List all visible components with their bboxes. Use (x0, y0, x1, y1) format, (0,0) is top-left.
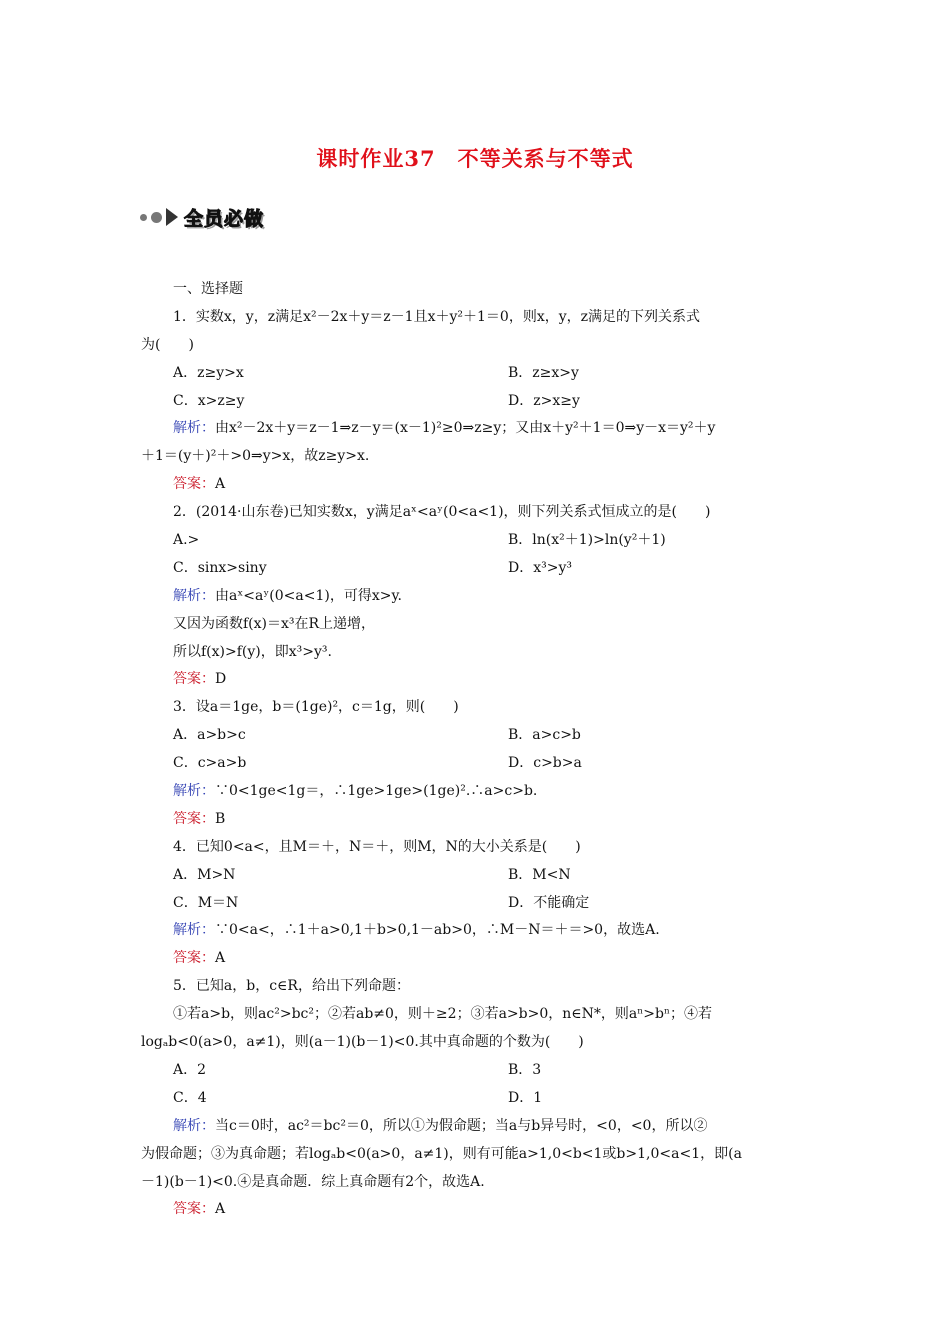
question-1-options-cd (141, 388, 813, 416)
option-b: B．ln(x²＋1)>ln(y²＋1) (508, 532, 666, 549)
question-2-solution-cont-1: 又因为函数f(x)＝x³在R上递增， (173, 615, 376, 632)
option-a: A．z≥y>x (173, 364, 244, 381)
question-2-options-ab (141, 527, 813, 555)
arrow-icon (166, 208, 178, 226)
question-5-options-cd (141, 1085, 813, 1113)
option-d: D．1 (508, 1089, 543, 1106)
answer-label: 答案： (173, 810, 215, 827)
question-2-stem: 2．(2014·山东卷)已知实数x，y满足aˣ<aʸ(0<a<1)，则下列关系式恒成立的是( ) (173, 504, 711, 521)
option-b: B．a>c>b (508, 727, 581, 744)
question-2-solution (141, 583, 813, 611)
option-a: A．M>N (173, 866, 236, 883)
section-banner (140, 204, 264, 230)
question-4-solution (141, 917, 813, 945)
option-b: B．M<N (508, 866, 571, 883)
solution-label: 解析： (173, 587, 215, 604)
question-5-solution-cont-2: －1)(b－1)<0.④是真命题．综上真命题有2个，故选A. (141, 1173, 485, 1190)
option-c: C．M＝N (173, 894, 239, 911)
option-c: C．4 (173, 1089, 207, 1106)
solution-label: 解析： (173, 783, 215, 800)
question-1-stem: 1．实数x，y，z满足x²－2x＋y＝z－1且x＋y²＋1＝0，则x，y，z满足的下列关系式 (173, 308, 701, 325)
question-4-answer (141, 945, 813, 973)
question-1-options-ab (141, 360, 813, 388)
question-3-options-cd (141, 750, 813, 778)
question-5-stem: 5．已知a，b，c∈R，给出下列命题： (173, 978, 410, 995)
question-4-options-cd (141, 890, 813, 918)
option-c: C．sinx>siny (173, 559, 267, 576)
option-d: D．不能确定 (508, 894, 590, 911)
option-a: A.> (173, 532, 200, 549)
question-2-solution-cont-2: 所以f(x)>f(y)，即x³>y³. (173, 643, 332, 660)
question-3-solution (141, 778, 813, 806)
question-5-solution-cont-1: 为假命题；③为真命题；若logₐb<0(a>0，a≠1)，则有可能a>1,0<b<1或b>1,0<a<1，即(a (141, 1145, 742, 1162)
option-b: B．3 (508, 1061, 542, 1078)
solution-text: ∵0<1ge<1g＝，∴1ge>1ge>(1ge)².∴a>c>b. (215, 783, 538, 800)
question-1-solution (141, 415, 813, 443)
dot-large-icon (151, 212, 162, 223)
question-2-answer (141, 666, 813, 694)
answer-value: B (215, 810, 226, 827)
question-5-options-ab (141, 1057, 813, 1085)
option-a: A．a>b>c (173, 727, 246, 744)
question-1-answer (141, 471, 813, 499)
solution-text: 由x²－2x＋y＝z－1⇒z－y＝(x－1)²≥0⇒z≥y；又由x＋y²＋1＝0⇒y－x＝y²＋y (215, 420, 716, 437)
solution-text: ∵0<a<，∴1＋a>0,1＋b>0,1－ab>0，∴M－N＝＋＝>0，故选A. (215, 922, 660, 939)
question-3-options-ab (141, 722, 813, 750)
question-2-options-cd (141, 555, 813, 583)
banner-label: 全员必做 (184, 207, 265, 230)
section-heading: 一、选择题 (173, 281, 243, 297)
option-c: C．c>a>b (173, 755, 247, 772)
question-3-answer (141, 806, 813, 834)
option-c: C．x>z≥y (173, 392, 245, 409)
option-d: D．z>x≥y (508, 392, 580, 409)
exercise-content (141, 276, 813, 1224)
question-5-propositions: ①若a>b，则ac²>bc²；②若ab≠0，则＋≥2；③若a>b>0，n∈N*，则aⁿ>bⁿ；④若 (173, 1006, 713, 1023)
solution-label: 解析： (173, 922, 215, 939)
dot-small-icon (140, 214, 147, 221)
option-b: B．z≥x>y (508, 364, 579, 381)
solution-text: 由aˣ<aʸ(0<a<1)，可得x>y. (215, 587, 402, 604)
page-title: 课时作业37 不等关系与不等式 (316, 146, 634, 171)
question-1-stem-cont: 为( ) (141, 336, 194, 353)
solution-label: 解析： (173, 420, 215, 437)
option-a: A．2 (173, 1061, 207, 1078)
answer-value: A (215, 476, 226, 493)
solution-text: 当c＝0时，ac²＝bc²＝0，所以①为假命题；当a与b异号时，<0，<0，所以② (215, 1117, 708, 1134)
answer-label: 答案： (173, 1201, 215, 1218)
answer-value: A (215, 950, 226, 967)
option-d: D．x³>y³ (508, 559, 572, 576)
answer-label: 答案： (173, 671, 215, 688)
answer-label: 答案： (173, 476, 215, 493)
solution-label: 解析： (173, 1117, 215, 1134)
question-1-solution-cont: ＋1＝(y＋)²＋>0⇒y>x，故z≥y>x. (141, 448, 370, 465)
answer-value: A (215, 1201, 226, 1218)
question-4-stem: 4．已知0<a<，且M＝＋，N＝＋，则M，N的大小关系是( ) (173, 838, 581, 855)
question-5-answer (141, 1196, 813, 1224)
option-d: D．c>b>a (508, 755, 582, 772)
answer-value: D (215, 671, 227, 688)
question-5-solution (141, 1113, 813, 1141)
question-5-propositions-cont: logₐb<0(a>0，a≠1)，则(a－1)(b－1)<0.其中真命题的个数为( ) (141, 1034, 584, 1051)
question-3-stem: 3．设a＝1ge，b＝(1ge)²，c＝1g，则( ) (173, 699, 459, 716)
question-4-options-ab (141, 862, 813, 890)
answer-label: 答案： (173, 950, 215, 967)
